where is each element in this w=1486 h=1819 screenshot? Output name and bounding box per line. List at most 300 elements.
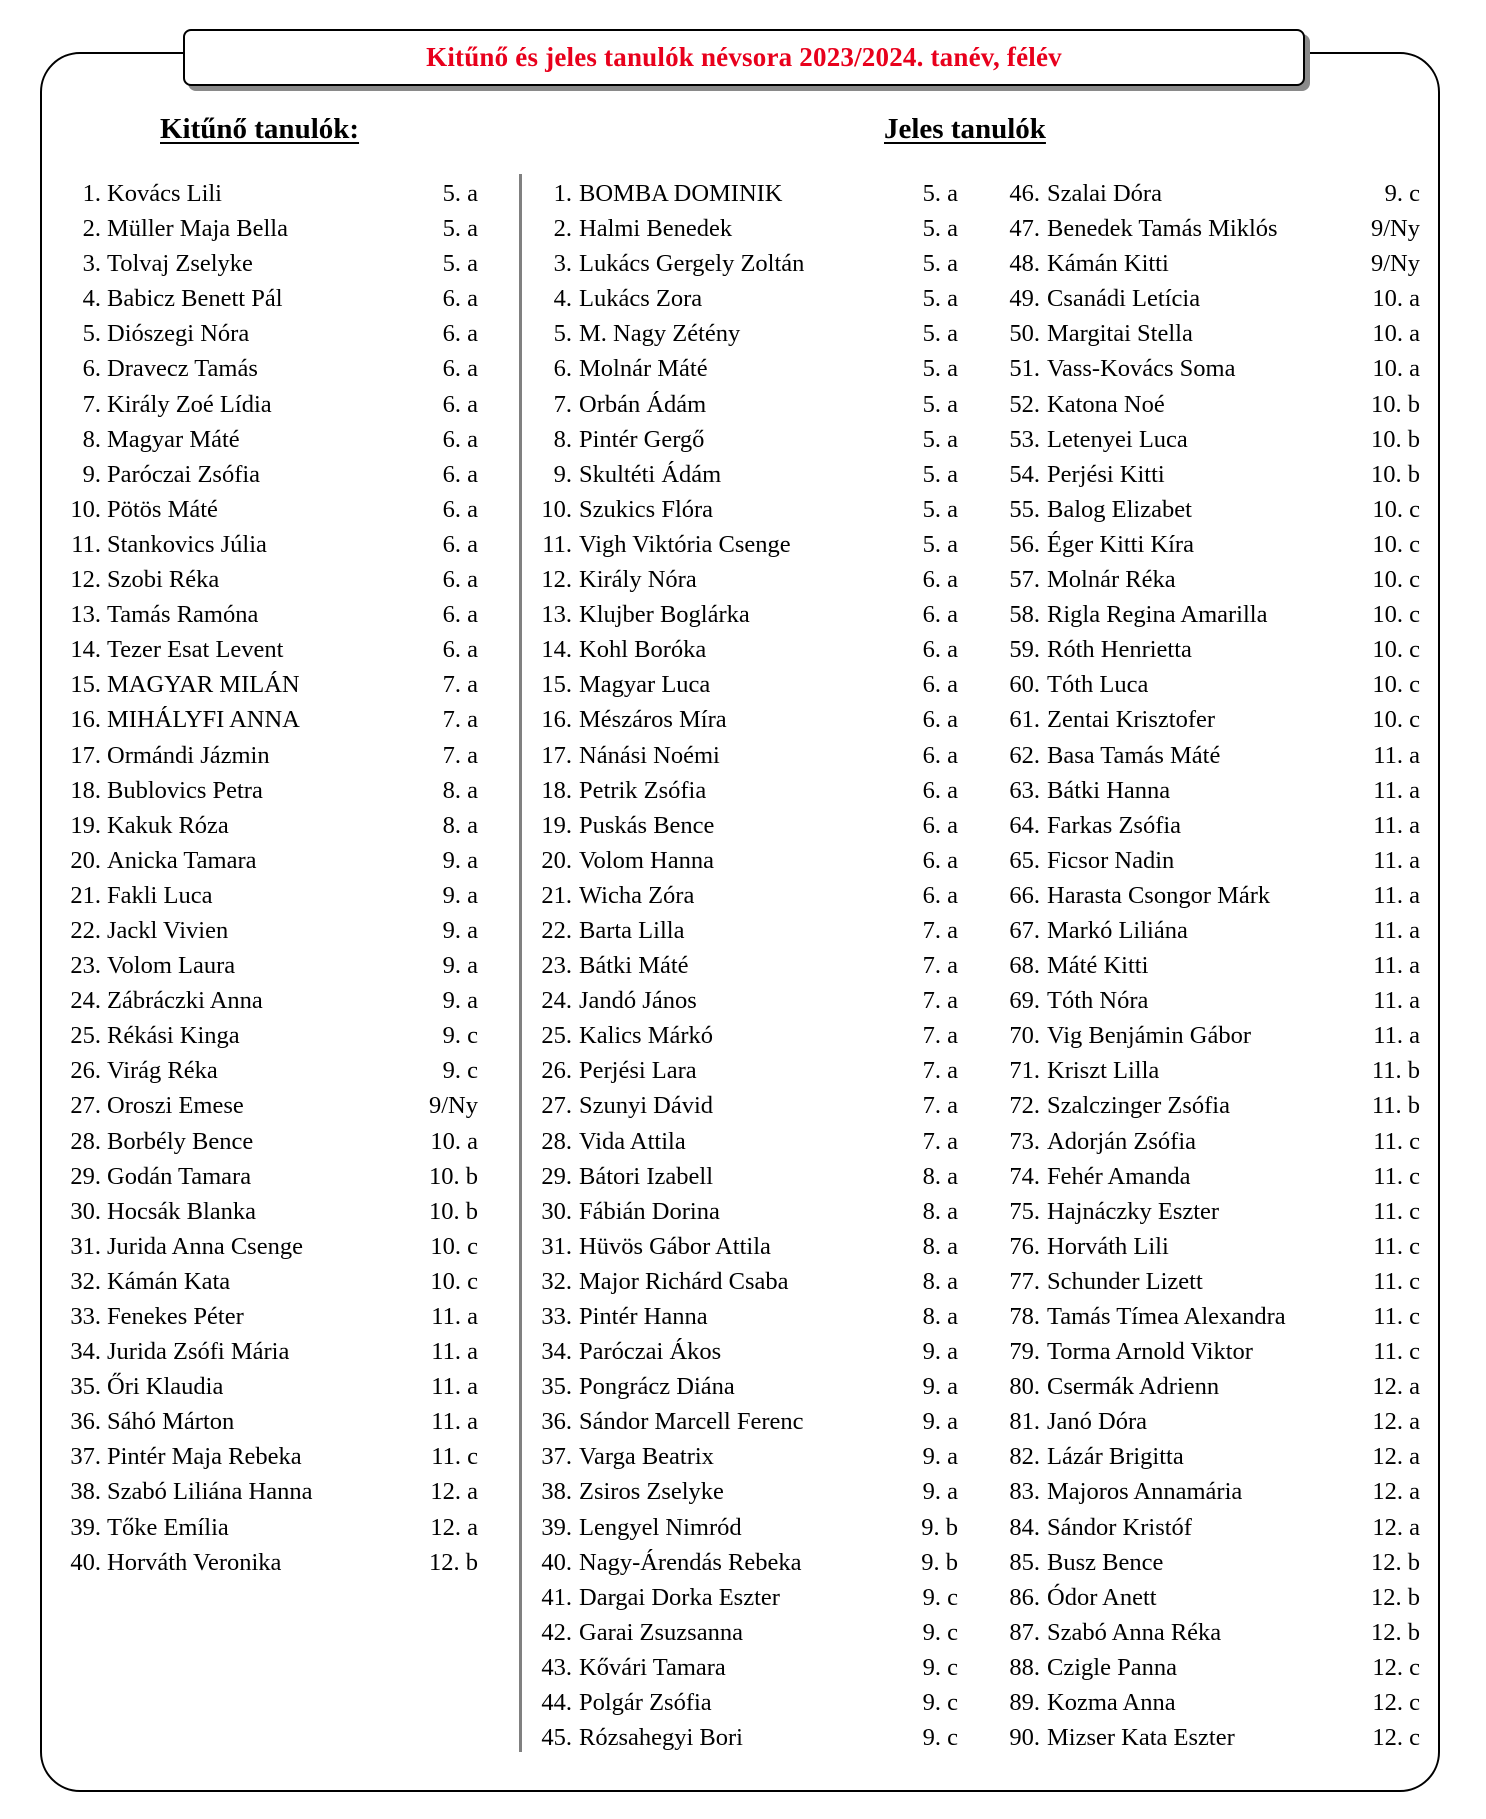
list-item	[530, 1615, 958, 1650]
student-name: Oroszi Emese	[107, 1092, 244, 1120]
item-number: 32.	[70, 1267, 101, 1295]
item-number: 57.	[1009, 566, 1040, 594]
student-name: Pongrácz Diána	[579, 1373, 735, 1401]
student-name: Jackl Vivien	[107, 916, 229, 944]
list-item	[530, 246, 958, 281]
student-name: Nagy-Árendás Rebeka	[579, 1548, 802, 1576]
list-item	[998, 351, 1420, 386]
list-item	[58, 632, 478, 667]
list-item	[530, 983, 958, 1018]
student-name: Zsiros Zselyke	[579, 1478, 724, 1506]
student-class: 12. c	[1372, 1689, 1420, 1717]
student-class: 7. a	[442, 671, 478, 699]
student-class: 5. a	[922, 180, 958, 207]
item-number: 18.	[70, 776, 101, 804]
item-number: 83.	[1009, 1478, 1040, 1506]
item-number: 85.	[1009, 1548, 1040, 1576]
list-item	[530, 1053, 958, 1088]
student-class: 5. a	[922, 425, 958, 453]
item-number: 69.	[1009, 987, 1040, 1015]
list-item	[998, 1474, 1420, 1509]
item-number: 68.	[1009, 952, 1040, 980]
student-name: Molnár Réka	[1047, 566, 1176, 594]
list-item	[530, 1369, 958, 1404]
item-number: 16.	[541, 706, 572, 734]
list-item	[58, 1264, 478, 1299]
item-number: 15.	[70, 671, 101, 699]
student-name: Bátki Máté	[579, 952, 689, 980]
student-name: Vig Benjámin Gábor	[1047, 1022, 1252, 1050]
student-class: 10. b	[1371, 460, 1420, 488]
student-class: 12. a	[430, 1478, 478, 1506]
item-number: 7.	[82, 390, 101, 418]
student-name: Majoros Annamária	[1047, 1478, 1243, 1506]
student-class: 12. a	[1372, 1408, 1420, 1436]
item-number: 37.	[541, 1443, 572, 1471]
item-number: 9.	[553, 460, 572, 488]
student-name: Kámán Kitti	[1047, 250, 1169, 278]
student-class: 11. c	[1373, 1232, 1420, 1260]
list-item	[998, 422, 1420, 457]
list-item	[530, 773, 958, 808]
student-name: Ódor Anett	[1047, 1583, 1157, 1611]
item-number: 89.	[1009, 1689, 1040, 1717]
student-class: 11. c	[1373, 1162, 1420, 1190]
student-name: Basa Tamás Máté	[1047, 741, 1221, 769]
list-item	[530, 913, 958, 948]
student-class: 9. a	[922, 1443, 958, 1471]
item-number: 2.	[553, 215, 572, 243]
item-number: 6.	[553, 355, 572, 383]
list-item	[58, 667, 478, 702]
student-class: 11. c	[1373, 1197, 1420, 1225]
student-class: 8. a	[442, 776, 478, 804]
student-name: Letenyei Luca	[1047, 425, 1188, 453]
student-class: 9. c	[922, 1724, 958, 1752]
item-number: 32.	[541, 1267, 572, 1295]
list-item	[998, 1615, 1420, 1650]
student-class: 11. c	[1373, 1267, 1420, 1295]
item-number: 20.	[70, 846, 101, 874]
student-name: Major Richárd Csaba	[579, 1267, 789, 1295]
item-number: 62.	[1009, 741, 1040, 769]
list-item	[58, 1299, 478, 1334]
list-item	[998, 246, 1420, 281]
student-name: Pintér Hanna	[579, 1303, 708, 1330]
list-item	[58, 1404, 478, 1439]
item-number: 7.	[553, 390, 572, 418]
student-class: 6. a	[442, 566, 478, 594]
list-item	[998, 562, 1420, 597]
student-name: Vass-Kovács Soma	[1047, 355, 1236, 383]
student-name: Benedek Tamás Miklós	[1047, 215, 1278, 243]
student-name: Király Zoé Lídia	[107, 390, 272, 418]
student-class: 7. a	[922, 952, 958, 980]
item-number: 13.	[70, 601, 101, 629]
item-number: 17.	[541, 741, 572, 769]
student-name: Barta Lilla	[579, 916, 685, 944]
student-name: Mészáros Míra	[579, 706, 727, 734]
kitunok-list	[58, 176, 478, 1580]
student-name: Fakli Luca	[107, 881, 213, 909]
item-number: 5.	[82, 320, 101, 348]
student-class: 8. a	[442, 811, 478, 839]
student-class: 9. c	[922, 1689, 958, 1717]
student-name: Vigh Viktória Csenge	[579, 530, 791, 558]
list-item	[998, 773, 1420, 808]
item-number: 78.	[1009, 1303, 1040, 1330]
list-item	[998, 1088, 1420, 1123]
student-class: 11. c	[1373, 1127, 1420, 1155]
student-name: Paróczai Ákos	[579, 1338, 722, 1366]
item-number: 77.	[1009, 1267, 1040, 1295]
student-class: 9/Ny	[1371, 215, 1420, 243]
student-class: 5. a	[922, 215, 958, 243]
student-class: 5. a	[922, 320, 958, 348]
student-class: 11. c	[1373, 1303, 1420, 1330]
item-number: 42.	[541, 1618, 572, 1646]
student-class: 6. a	[442, 530, 478, 558]
item-number: 23.	[541, 952, 572, 980]
student-name: Czigle Panna	[1047, 1653, 1177, 1681]
student-name: Róth Henrietta	[1047, 636, 1192, 664]
item-number: 19.	[541, 811, 572, 839]
item-number: 44.	[541, 1689, 572, 1717]
student-name: Torma Arnold Viktor	[1047, 1338, 1253, 1366]
student-class: 5. a	[922, 495, 958, 523]
student-name: Ficsor Nadin	[1047, 846, 1175, 874]
student-name: Perjési Lara	[579, 1057, 697, 1085]
student-name: Varga Beatrix	[579, 1443, 714, 1471]
student-name: Babicz Benett Pál	[107, 285, 283, 313]
student-class: 9. a	[442, 916, 478, 944]
heading-jelesek: Jeles tanulók	[884, 113, 1046, 145]
item-number: 71.	[1009, 1057, 1040, 1085]
student-name: Kovács Lili	[107, 180, 222, 207]
student-name: Kohl Boróka	[579, 636, 707, 664]
student-name: Horváth Lili	[1047, 1232, 1169, 1260]
student-name: Bátki Hanna	[1047, 776, 1171, 804]
item-number: 67.	[1009, 916, 1040, 944]
student-name: Volom Hanna	[579, 846, 714, 874]
list-item	[530, 1229, 958, 1264]
student-name: Tolvaj Zselyke	[107, 250, 253, 278]
student-class: 10. c	[430, 1232, 478, 1260]
item-number: 27.	[70, 1092, 101, 1120]
student-name: Hajnáczky Eszter	[1047, 1197, 1220, 1225]
student-name: BOMBA DOMINIK	[579, 180, 783, 207]
student-class: 10. c	[1372, 636, 1420, 664]
student-name: Hocsák Blanka	[107, 1197, 256, 1225]
student-name: Csanádi Letícia	[1047, 285, 1201, 313]
list-item	[58, 562, 478, 597]
list-item	[998, 1264, 1420, 1299]
student-class: 6. a	[922, 636, 958, 664]
list-item	[58, 387, 478, 422]
student-name: Rékási Kinga	[107, 1022, 240, 1050]
item-number: 9.	[82, 460, 101, 488]
item-number: 81.	[1009, 1408, 1040, 1436]
item-number: 38.	[541, 1478, 572, 1506]
list-item	[998, 878, 1420, 913]
student-class: 11. a	[1373, 741, 1420, 769]
jelesek-list-2	[998, 176, 1420, 1755]
student-class: 7. a	[922, 1057, 958, 1085]
item-number: 58.	[1009, 601, 1040, 629]
item-number: 6.	[82, 355, 101, 383]
student-class: 7. a	[442, 741, 478, 769]
student-class: 5. a	[922, 285, 958, 313]
column-divider	[519, 174, 522, 1752]
student-class: 5. a	[442, 250, 478, 278]
student-class: 6. a	[442, 355, 478, 383]
student-class: 6. a	[922, 881, 958, 909]
item-number: 72.	[1009, 1092, 1040, 1120]
student-name: Sándor Kristóf	[1047, 1513, 1192, 1541]
student-class: 11. a	[1373, 846, 1420, 874]
list-item	[58, 176, 478, 211]
student-class: 8. a	[922, 1162, 958, 1190]
list-item	[998, 1439, 1420, 1474]
list-item	[530, 1474, 958, 1509]
student-class: 10. a	[1372, 285, 1420, 313]
item-number: 84.	[1009, 1513, 1040, 1541]
list-item	[998, 1159, 1420, 1194]
item-number: 14.	[70, 636, 101, 664]
student-class: 5. a	[442, 215, 478, 243]
student-name: Máté Kitti	[1047, 952, 1149, 980]
item-number: 64.	[1009, 811, 1040, 839]
list-item	[58, 1053, 478, 1088]
list-item	[530, 808, 958, 843]
item-number: 14.	[541, 636, 572, 664]
student-name: Kriszt Lilla	[1047, 1057, 1160, 1085]
student-class: 12. a	[1372, 1443, 1420, 1471]
list-item	[998, 1404, 1420, 1439]
list-item	[58, 281, 478, 316]
list-item	[998, 457, 1420, 492]
student-name: Kővári Tamara	[579, 1653, 726, 1681]
list-item	[58, 702, 478, 737]
student-name: Margitai Stella	[1047, 320, 1193, 348]
list-item	[998, 281, 1420, 316]
student-class: 8. a	[922, 1232, 958, 1260]
item-number: 26.	[70, 1057, 101, 1085]
student-class: 6. a	[442, 601, 478, 629]
student-name: Tamás Tímea Alexandra	[1047, 1303, 1286, 1330]
list-item	[530, 176, 958, 211]
student-class: 12. a	[1372, 1513, 1420, 1541]
list-item	[998, 1053, 1420, 1088]
list-item	[998, 983, 1420, 1018]
item-number: 11.	[542, 530, 572, 558]
list-item	[58, 1474, 478, 1509]
item-number: 22.	[70, 916, 101, 944]
list-item	[58, 843, 478, 878]
student-name: Paróczai Zsófia	[107, 460, 261, 488]
student-class: 6. a	[442, 460, 478, 488]
list-item	[530, 1264, 958, 1299]
item-number: 82.	[1009, 1443, 1040, 1471]
item-number: 8.	[82, 425, 101, 453]
list-item	[58, 1334, 478, 1369]
list-item	[998, 702, 1420, 737]
item-number: 22.	[541, 916, 572, 944]
student-class: 11. c	[431, 1443, 478, 1471]
item-number: 39.	[70, 1513, 101, 1541]
item-number: 40.	[541, 1548, 572, 1576]
student-class: 7. a	[922, 916, 958, 944]
student-name: Fábián Dorina	[579, 1197, 720, 1225]
item-number: 88.	[1009, 1653, 1040, 1681]
student-name: Nánási Noémi	[579, 741, 720, 769]
list-item	[58, 597, 478, 632]
list-item	[530, 1299, 958, 1334]
student-name: Szalai Dóra	[1047, 180, 1162, 207]
student-name: Molnár Máté	[579, 355, 708, 383]
student-class: 11. a	[1373, 987, 1420, 1015]
student-name: Sáhó Márton	[107, 1408, 235, 1436]
item-number: 40.	[70, 1548, 101, 1576]
item-number: 35.	[541, 1373, 572, 1401]
item-number: 18.	[541, 776, 572, 804]
student-class: 6. a	[922, 741, 958, 769]
item-number: 20.	[541, 846, 572, 874]
item-number: 36.	[70, 1408, 101, 1436]
student-class: 9. a	[922, 1373, 958, 1401]
item-number: 8.	[553, 425, 572, 453]
student-class: 5. a	[922, 530, 958, 558]
student-class: 12. b	[429, 1548, 478, 1576]
item-number: 29.	[541, 1162, 572, 1190]
student-name: Szunyi Dávid	[579, 1092, 714, 1120]
item-number: 3.	[82, 250, 101, 278]
student-name: Szukics Flóra	[579, 495, 714, 523]
student-class: 6. a	[442, 320, 478, 348]
student-class: 9. a	[442, 881, 478, 909]
list-item	[998, 1650, 1420, 1685]
student-name: Müller Maja Bella	[107, 215, 288, 243]
student-class: 10. b	[429, 1162, 478, 1190]
student-class: 10. c	[1372, 671, 1420, 699]
list-item	[58, 1229, 478, 1264]
student-name: Őri Klaudia	[107, 1373, 224, 1401]
list-item	[58, 527, 478, 562]
item-number: 55.	[1009, 495, 1040, 523]
student-class: 9. b	[921, 1513, 958, 1541]
list-item	[998, 527, 1420, 562]
student-name: Mizser Kata Eszter	[1047, 1724, 1235, 1752]
student-name: M. Nagy Zétény	[579, 320, 741, 348]
list-item	[530, 527, 958, 562]
item-number: 45.	[541, 1724, 572, 1752]
student-class: 11. a	[1373, 881, 1420, 909]
student-class: 9. c	[1384, 180, 1420, 207]
list-item	[58, 1018, 478, 1053]
student-name: Skultéti Ádám	[579, 460, 722, 488]
item-number: 33.	[70, 1303, 101, 1330]
student-class: 6. a	[922, 601, 958, 629]
list-item	[530, 1194, 958, 1229]
student-class: 11. a	[1373, 952, 1420, 980]
item-number: 11.	[71, 530, 101, 558]
list-item	[58, 1369, 478, 1404]
item-number: 49.	[1009, 285, 1040, 313]
student-class: 11. a	[431, 1373, 478, 1401]
student-class: 11. a	[431, 1408, 478, 1436]
list-item	[998, 1580, 1420, 1615]
student-class: 6. a	[442, 390, 478, 418]
item-number: 19.	[70, 811, 101, 839]
list-item	[530, 492, 958, 527]
student-name: Kámán Kata	[107, 1267, 231, 1295]
student-name: Szalczinger Zsófia	[1047, 1092, 1230, 1120]
student-class: 11. b	[1371, 1057, 1420, 1085]
list-item	[998, 492, 1420, 527]
student-class: 6. a	[922, 811, 958, 839]
student-name: Szabó Liliána Hanna	[107, 1478, 313, 1506]
student-name: Wicha Zóra	[579, 881, 695, 909]
list-item	[58, 1510, 478, 1545]
list-item	[58, 878, 478, 913]
student-name: Schunder Lizett	[1047, 1267, 1203, 1295]
student-name: Bátori Izabell	[579, 1162, 714, 1190]
student-name: Szabó Anna Réka	[1047, 1618, 1222, 1646]
list-item	[998, 211, 1420, 246]
student-class: 5. a	[922, 390, 958, 418]
student-class: 10. c	[430, 1267, 478, 1295]
student-class: 9. a	[922, 1408, 958, 1436]
jelesek-list-1	[530, 176, 958, 1755]
list-item	[530, 702, 958, 737]
student-name: MIHÁLYFI ANNA	[107, 706, 300, 734]
student-name: Éger Kitti Kíra	[1047, 530, 1194, 558]
student-name: Polgár Zsófia	[579, 1689, 712, 1717]
student-name: Lázár Brigitta	[1047, 1443, 1184, 1471]
list-item	[530, 948, 958, 983]
student-class: 10. a	[1372, 320, 1420, 348]
student-class: 9. a	[442, 952, 478, 980]
list-item	[530, 457, 958, 492]
student-class: 10. c	[1372, 601, 1420, 629]
item-number: 66.	[1009, 881, 1040, 909]
item-number: 76.	[1009, 1232, 1040, 1260]
item-number: 35.	[70, 1373, 101, 1401]
list-item	[530, 1545, 958, 1580]
item-number: 50.	[1009, 320, 1040, 348]
list-item	[998, 597, 1420, 632]
item-number: 51.	[1009, 355, 1040, 383]
student-class: 6. a	[922, 776, 958, 804]
student-name: Lengyel Nimród	[579, 1513, 742, 1541]
item-number: 30.	[70, 1197, 101, 1225]
student-class: 9. a	[922, 1338, 958, 1366]
list-item	[998, 632, 1420, 667]
item-number: 4.	[553, 285, 572, 313]
student-class: 5. a	[922, 460, 958, 488]
list-item	[998, 667, 1420, 702]
student-class: 9/Ny	[429, 1092, 478, 1120]
item-number: 48.	[1009, 250, 1040, 278]
list-item	[530, 878, 958, 913]
item-number: 70.	[1009, 1022, 1040, 1050]
item-number: 73.	[1009, 1127, 1040, 1155]
student-class: 10. a	[430, 1127, 478, 1155]
list-item	[58, 457, 478, 492]
item-number: 1.	[553, 180, 572, 207]
item-number: 28.	[541, 1127, 572, 1155]
item-number: 10.	[70, 495, 101, 523]
